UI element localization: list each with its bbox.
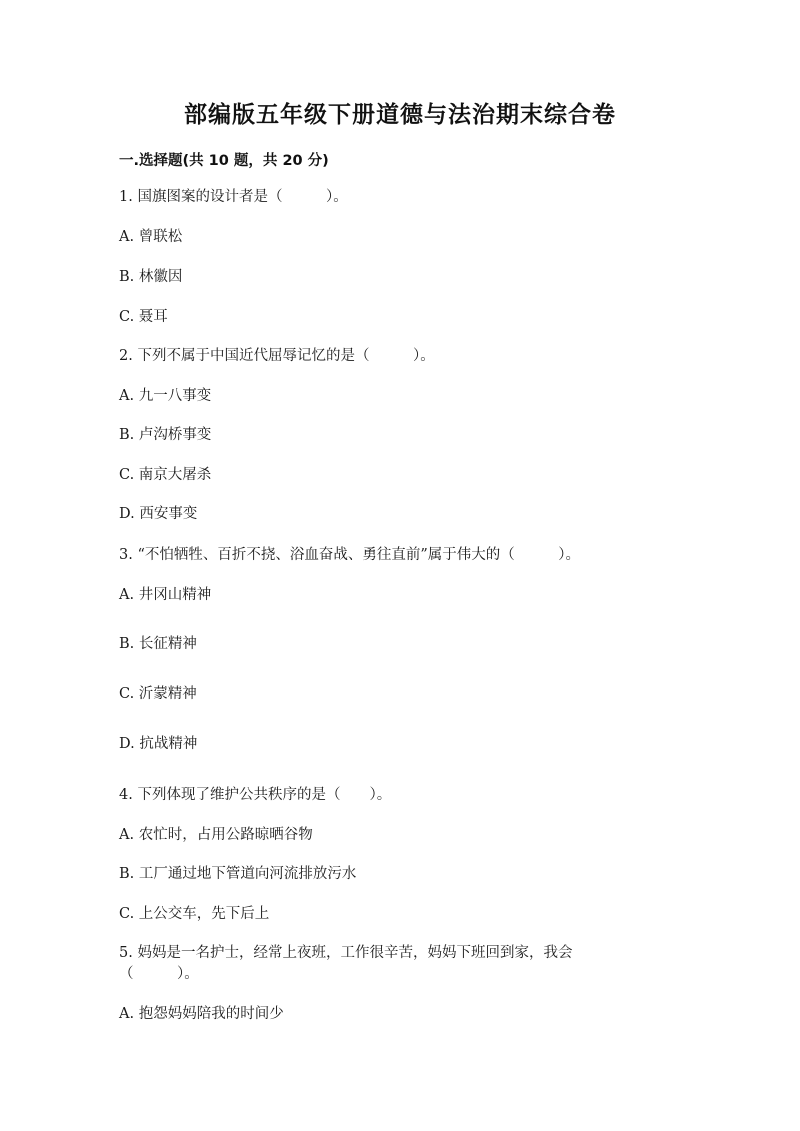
question-5-stem: 5. 妈妈是一名护士，经常上夜班，工作很辛苦，妈妈下班回到家，我会 xyxy=(119,945,573,961)
section-heading: 一.选择题(共 10 题，共 20 分) xyxy=(119,153,329,169)
question-3-option-a: A. 井冈山精神 xyxy=(119,587,212,603)
question-1-stem: 1. 国旗图案的设计者是（ ）。 xyxy=(119,189,348,205)
question-5-stem-continued: （ ）。 xyxy=(119,966,199,982)
question-4-stem: 4. 下列体现了维护公共秩序的是（ ）。 xyxy=(119,787,392,803)
question-4-option-c: C. 上公交车，先下后上 xyxy=(119,906,270,922)
question-1-option-b: B. 林徽因 xyxy=(119,269,183,285)
question-2-option-d: D. 西安事变 xyxy=(119,506,198,522)
question-2-option-a: A. 九一八事变 xyxy=(119,388,212,404)
question-1-option-a: A. 曾联松 xyxy=(119,229,183,245)
question-2-option-c: C. 南京大屠杀 xyxy=(119,467,212,483)
question-3-option-b: B. 长征精神 xyxy=(119,636,197,652)
page-title: 部编版五年级下册道德与法治期末综合卷 xyxy=(184,102,616,128)
question-2-option-b: B. 卢沟桥事变 xyxy=(119,427,212,443)
question-3-option-d: D. 抗战精神 xyxy=(119,736,198,752)
question-5-option-a: A. 抱怨妈妈陪我的时间少 xyxy=(119,1006,284,1022)
question-4-option-a: A. 农忙时，占用公路晾晒谷物 xyxy=(119,827,313,843)
question-3-stem: 3. “不怕牺牲、百折不挠、浴血奋战、勇往直前”属于伟大的（ ）。 xyxy=(119,547,581,563)
question-3-option-c: C. 沂蒙精神 xyxy=(119,686,197,702)
question-2-stem: 2. 下列不属于中国近代屈辱记忆的是（ ）。 xyxy=(119,348,435,364)
question-4-option-b: B. 工厂通过地下管道向河流排放污水 xyxy=(119,866,357,882)
question-1-option-c: C. 聂耳 xyxy=(119,309,168,325)
